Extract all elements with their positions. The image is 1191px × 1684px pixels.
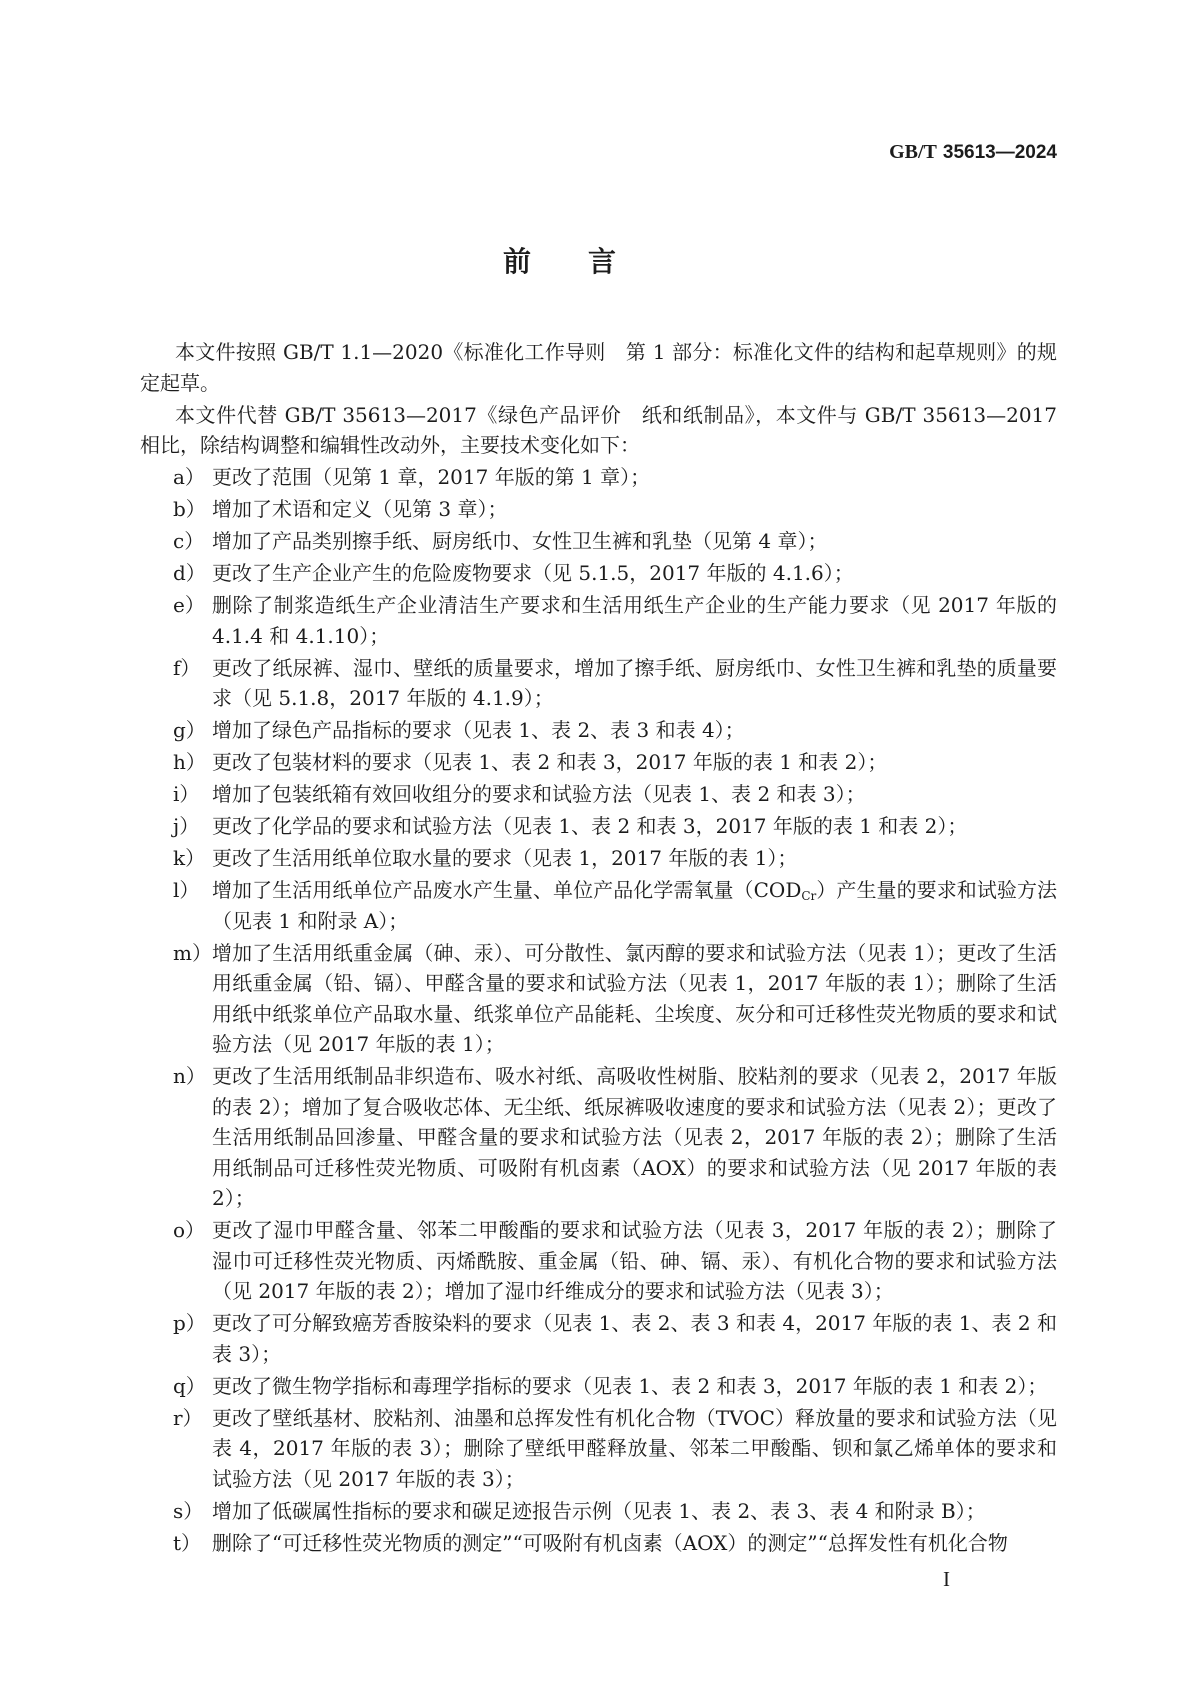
change-item-k bbox=[140, 843, 1057, 874]
change-item-p bbox=[140, 1308, 1057, 1369]
change-item-n bbox=[140, 1061, 1057, 1214]
change-item-label: m） bbox=[173, 940, 212, 965]
change-item-label: f） bbox=[173, 655, 201, 680]
change-item-text: 更改了可分解致癌芳香胺染料的要求（见表 1、表 2、表 3 和表 4，2017 年版的表 1、表 2 和表 3）； bbox=[212, 1311, 1057, 1366]
change-item-a bbox=[140, 462, 1057, 493]
change-item-h bbox=[140, 747, 1057, 778]
change-item-text: 更改了范围（见第 1 章，2017 年版的第 1 章）； bbox=[212, 465, 651, 489]
change-item-label: n） bbox=[173, 1064, 206, 1088]
change-item-label: c） bbox=[173, 529, 205, 553]
change-item-text-before: 增加了生活用纸单位产品废水产生量、单位产品化学需氧量（COD bbox=[212, 878, 802, 902]
change-item-t bbox=[140, 1528, 1057, 1559]
change-item-b bbox=[140, 494, 1057, 525]
change-item-text: 更改了壁纸基材、胶粘剂、油墨和总挥发性有机化合物（TVOC）释放量的要求和试验方法（见表 4，2017 年版的表 3）；删除了壁纸甲醛释放量、邻苯二甲酸酯、钡和氯乙烯单体的要求和试验方法（见 2017 年版的表 3）； bbox=[212, 1405, 1057, 1491]
change-item-j bbox=[140, 811, 1057, 842]
change-item-label: j） bbox=[173, 814, 200, 838]
change-item-m bbox=[140, 938, 1057, 1060]
change-item-i bbox=[140, 779, 1057, 810]
change-item-label: h） bbox=[173, 750, 206, 774]
standard-code-number: 35613—2024 bbox=[942, 142, 1057, 163]
change-item-label: a） bbox=[173, 465, 205, 489]
standard-code-prefix: GB/T bbox=[889, 141, 937, 163]
standard-code bbox=[889, 139, 1057, 166]
change-item-label: i） bbox=[173, 782, 200, 806]
change-item-text: 删除了“可迁移性荧光物质的测定”“可吸附有机卤素（AOX）的测定”“总挥发性有机化合物 bbox=[212, 1530, 1008, 1555]
change-item-text: 更改了生产企业产生的危险废物要求（见 5.1.5，2017 年版的 4.1.6）； bbox=[212, 561, 854, 585]
change-item-label: b） bbox=[173, 497, 206, 521]
change-item-text: 更改了包装材料的要求（见表 1、表 2 和表 3，2017 年版的表 1 和表 2）； bbox=[212, 750, 888, 774]
change-item-s bbox=[140, 1496, 1057, 1527]
change-item-label: o） bbox=[173, 1218, 206, 1242]
change-item-text: 更改了生活用纸单位取水量的要求（见表 1，2017 年版的表 1）； bbox=[212, 846, 798, 870]
change-item-label: q） bbox=[173, 1373, 206, 1398]
change-item-text: 更改了化学品的要求和试验方法（见表 1、表 2 和表 3，2017 年版的表 1 和表 2）； bbox=[212, 814, 968, 838]
change-item-text: 更改了纸尿裤、湿巾、壁纸的质量要求，增加了擦手纸、厨房纸巾、女性卫生裤和乳垫的质量要求（见 5.1.8，2017 年版的 4.1.9）； bbox=[212, 655, 1057, 710]
change-item-label: s） bbox=[173, 1498, 204, 1523]
change-item-e bbox=[140, 590, 1057, 651]
paragraph-replacement: 本文件代替 GB/T 35613—2017《绿色产品评价 纸和纸制品》，本文件与 GB/T 35613—2017 相比，除结构调整和编辑性改动外，主要技术变化如下： bbox=[140, 402, 1057, 457]
change-item-text: 更改了生活用纸制品非织造布、吸水衬纸、高吸收性树脂、胶粘剂的要求（见表 2，2017 年版的表 2）；增加了复合吸收芯体、无尘纸、纸尿裤吸收速度的要求和试验方法（见表 2）；更改了生活用纸制品回渗量、甲醛含量的要求和试验方法（见表 2，2017 年版的表 2）；删除了生活用纸制品可迁移性荧光物质、可吸附有机卤素（AOX）的要求和试验方法（见 2017 年版的表 2）； bbox=[212, 1064, 1057, 1210]
change-item-text: 增加了产品类别擦手纸、厨房纸巾、女性卫生裤和乳垫（见第 4 章）； bbox=[212, 529, 828, 553]
change-item-text-after: ）产生量的要求和试验方法（见表 1 和附录 A）； bbox=[212, 878, 1058, 933]
change-item-o bbox=[140, 1215, 1057, 1307]
page-title: 前言 bbox=[503, 245, 674, 278]
change-item-label: g） bbox=[173, 718, 206, 742]
change-item-text: 增加了低碳属性指标的要求和碳足迹报告示例（见表 1、表 2、表 3、表 4 和附录 B）； bbox=[212, 1498, 986, 1523]
change-item-text: 删除了制浆造纸生产企业清洁生产要求和生活用纸生产企业的生产能力要求（见 2017 年版的 4.1.4 和 4.1.10）； bbox=[212, 593, 1057, 648]
change-item-text: 更改了微生物学指标和毒理学指标的要求（见表 1、表 2 和表 3，2017 年版的表 1 和表 2）； bbox=[212, 1373, 1048, 1398]
change-item-label: r） bbox=[173, 1405, 203, 1430]
change-item-text: 增加了生活用纸重金属（砷、汞）、可分散性、氯丙醇的要求和试验方法（见表 1）；更改了生活用纸重金属（铅、镉）、甲醛含量的要求和试验方法（见表 1，2017 年版的表 1）；删除了生活用纸中纸浆单位产品取水量、纸浆单位产品能耗、尘埃度、灰分和可迁移性荧光物质的要求和试验方法（见 2017 年版的表 1）； bbox=[212, 940, 1057, 1056]
foreword-body bbox=[140, 337, 1057, 1560]
change-item-text: 增加了绿色产品指标的要求（见表 1、表 2、表 3 和表 4）； bbox=[212, 718, 745, 742]
page-number: I bbox=[943, 1567, 950, 1591]
cod-subscript: Cr bbox=[801, 889, 817, 903]
change-item-label: k） bbox=[173, 846, 206, 870]
change-item-f bbox=[140, 653, 1057, 714]
change-item-l bbox=[140, 875, 1057, 936]
change-item-label: e） bbox=[173, 593, 205, 617]
change-item-c bbox=[140, 526, 1057, 557]
change-item-label: t） bbox=[173, 1530, 202, 1555]
paragraph-drafting-rules: 本文件按照 GB/T 1.1—2020《标准化工作导则 第 1 部分：标准化文件的结构和起草规则》的规定起草。 bbox=[140, 340, 1057, 395]
change-item-text: 增加了包装纸箱有效回收组分的要求和试验方法（见表 1、表 2 和表 3）； bbox=[212, 782, 866, 806]
change-item-label: l） bbox=[173, 878, 200, 902]
change-item-label: p） bbox=[173, 1311, 206, 1335]
change-item-label: d） bbox=[173, 561, 206, 585]
change-item-d bbox=[140, 558, 1057, 589]
change-item-q bbox=[140, 1371, 1057, 1402]
change-item-text bbox=[212, 878, 1057, 933]
change-item-text: 更改了湿巾甲醛含量、邻苯二甲酸酯的要求和试验方法（见表 3，2017 年版的表 2）；删除了湿巾可迁移性荧光物质、丙烯酰胺、重金属（铅、砷、镉、汞）、有机化合物的要求和试验方法（见 2017 年版的表 2）；增加了湿巾纤维成分的要求和试验方法（见表 3）； bbox=[212, 1218, 1057, 1303]
change-item-g bbox=[140, 715, 1057, 746]
change-item-text: 增加了术语和定义（见第 3 章）； bbox=[212, 497, 508, 521]
change-item-r bbox=[140, 1403, 1057, 1495]
